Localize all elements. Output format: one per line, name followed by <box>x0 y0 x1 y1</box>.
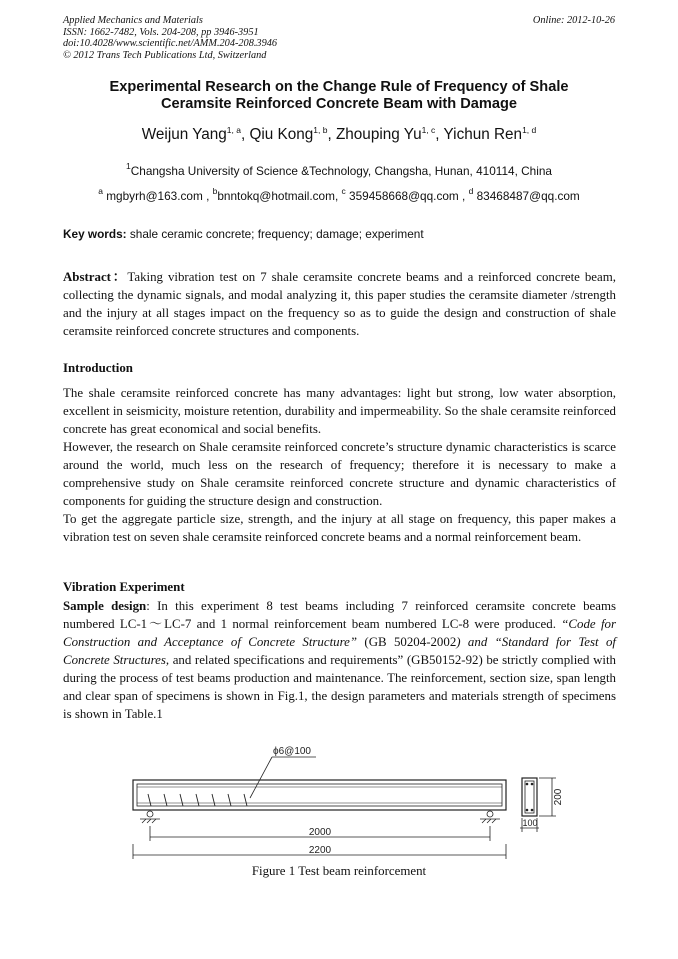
title-line-2: Ceramsite Reinforced Concrete Beam with Damage <box>160 96 518 112</box>
email-separator: , <box>202 189 213 203</box>
affiliation-mark: 1 <box>126 161 131 171</box>
section-rebar <box>531 783 534 786</box>
figure-caption: Figure 1 Test beam reinforcement <box>251 864 427 878</box>
introduction-body <box>63 384 616 546</box>
paper-title <box>40 79 638 113</box>
clear-span-label: 2000 <box>308 827 332 838</box>
keywords-label: Key words: <box>63 227 127 241</box>
stirrup-mark <box>244 794 247 806</box>
intro-paragraph: To get the aggregate particle size, strength, and the injury at all stage on frequency, this paper makes a vibration test on seven shale ceramsite reinforced concrete beams and a normal reinforcement beam. <box>63 512 616 544</box>
email-address[interactable]: 83468487@qq.com <box>476 189 580 203</box>
author-name: Weijun Yang <box>141 126 227 143</box>
total-length-label: 2200 <box>308 845 332 856</box>
email-mark: a <box>98 186 103 196</box>
keywords-text: shale ceramic concrete; frequency; damage; experiment <box>126 227 424 241</box>
online-date: Online: 2012-10-26 <box>532 15 615 26</box>
author-affil-mark: 1, a <box>226 125 241 135</box>
beam-outline <box>133 780 506 810</box>
title-line-1: Experimental Research on the Change Rule of Frequency of Shale <box>109 79 569 95</box>
author-separator: , <box>240 126 250 143</box>
author-name: Yichun Ren <box>443 126 523 143</box>
email-mark: b <box>212 186 218 196</box>
email-address[interactable]: mgbyrh@163.com <box>106 189 203 203</box>
stirrup-mark <box>228 794 231 806</box>
section-rebar <box>526 809 529 812</box>
author-separator: , <box>327 126 336 143</box>
section-rebar <box>531 809 534 812</box>
doi-line: doi:10.4028/www.scientific.net/AMM.204-208.3946 <box>63 38 278 50</box>
email-address[interactable]: bnntokq@hotmail.com <box>217 189 335 203</box>
author-affil-mark: 1, c <box>421 125 436 135</box>
stirrup-leader-line <box>250 757 272 798</box>
intro-paragraph: However, the research on Shale ceramsite reinforced concrete’s structure dynamic characteristics is scarce around the world, much less on the research of frequency; therefore it is necessary to make a comprehensive study on Shale ceramsite reinforced concrete structure and dynamic characteristics of components for guiding the structure design and construction. <box>63 440 616 508</box>
beam-reinforcement-figure <box>120 738 580 863</box>
affiliation-text: Changsha University of Science &Technology, Changsha, Hunan, 410114, China <box>130 164 552 178</box>
cross-section-stirrup <box>525 781 534 813</box>
cross-section-outline <box>522 778 537 816</box>
journal-name: Applied Mechanics and Materials <box>63 15 203 26</box>
author-affil-mark: 1, d <box>522 125 537 135</box>
abstract <box>63 268 616 340</box>
issn-line: ISSN: 1662-7482, Vols. 204-208, pp 3946-3951 <box>63 26 259 38</box>
stirrup-group <box>148 794 247 806</box>
sample-text: and related specifications and requirements” (GB50152-92) be strictly complied with during the process of test beams production and maintenance. The reinforcement, section size, span length and clear span of specimens is shown in Fig.1, the design parameters and materials strength of specimens is shown in Table.1 <box>63 653 616 721</box>
author-name: Qiu Kong <box>249 126 314 143</box>
section-width-label: 100 <box>522 818 538 828</box>
email-mark: d <box>468 186 474 196</box>
section-rebar <box>526 783 529 786</box>
sample-design-paragraph <box>63 597 616 723</box>
stirrup-mark <box>148 794 151 806</box>
sample-text: (GB 50204-2002 <box>357 635 457 649</box>
email-separator: , <box>458 189 469 203</box>
section-heading-introduction: Introduction <box>63 361 133 375</box>
author-affil-mark: 1, b <box>313 125 328 135</box>
author-list <box>40 126 638 144</box>
right-support-icon <box>480 811 500 823</box>
author-name: Zhouping Yu <box>335 126 422 143</box>
intro-paragraph: The shale ceramsite reinforced concrete has many advantages: light but strong, low water absorption, excellent in seismicity, moisture retention, durability and impermeability. So the shale ceramsite reinforced concrete has great economical and social benefits. <box>63 386 616 436</box>
stirrup-mark <box>196 794 199 806</box>
email-address[interactable]: 359458668@qq.com <box>349 189 459 203</box>
stirrup-mark <box>212 794 215 806</box>
stirrup-mark <box>164 794 167 806</box>
stirrup-mark <box>180 794 183 806</box>
email-mark: c <box>341 186 346 196</box>
affiliation <box>40 161 638 178</box>
publication-header <box>63 15 615 61</box>
email-separator: , <box>334 189 342 203</box>
abstract-label: Abstract： <box>63 270 128 284</box>
copyright-line: © 2012 Trans Tech Publications Ltd, Switzerland <box>63 49 267 61</box>
keywords <box>63 227 615 241</box>
abstract-text: Taking vibration test on 7 shale ceramsite concrete beams and a reinforced concrete beam, collecting the dynamic signals, and modal analyzing it, this paper studies the ceramsite diameter /strength and the injury at all stages impact on the frequency so as to guide the design and construction of shale ceramsite reinforced concrete structures and components. <box>63 270 616 338</box>
standard-title: ) and “Standard for Test of Concrete Structures, <box>63 635 617 667</box>
sample-text: : In this experiment 8 test beams including 7 reinforced ceramsite concrete beams numbered LC-1～LC-7 and 1 normal reinforcement beam numbered LC-8 were produced. <box>63 599 616 631</box>
left-support-icon <box>140 811 160 823</box>
email-list <box>40 186 638 203</box>
sample-design-label: Sample design <box>63 599 147 613</box>
code-title: “Code for Construction and Acceptance of Concrete Structure” <box>63 617 617 649</box>
section-heading-vibration-experiment: Vibration Experiment <box>63 580 185 594</box>
stirrup-label: ϕ6@100 <box>273 746 311 757</box>
section-height-label: 200 <box>553 788 564 806</box>
author-separator: , <box>435 126 444 143</box>
